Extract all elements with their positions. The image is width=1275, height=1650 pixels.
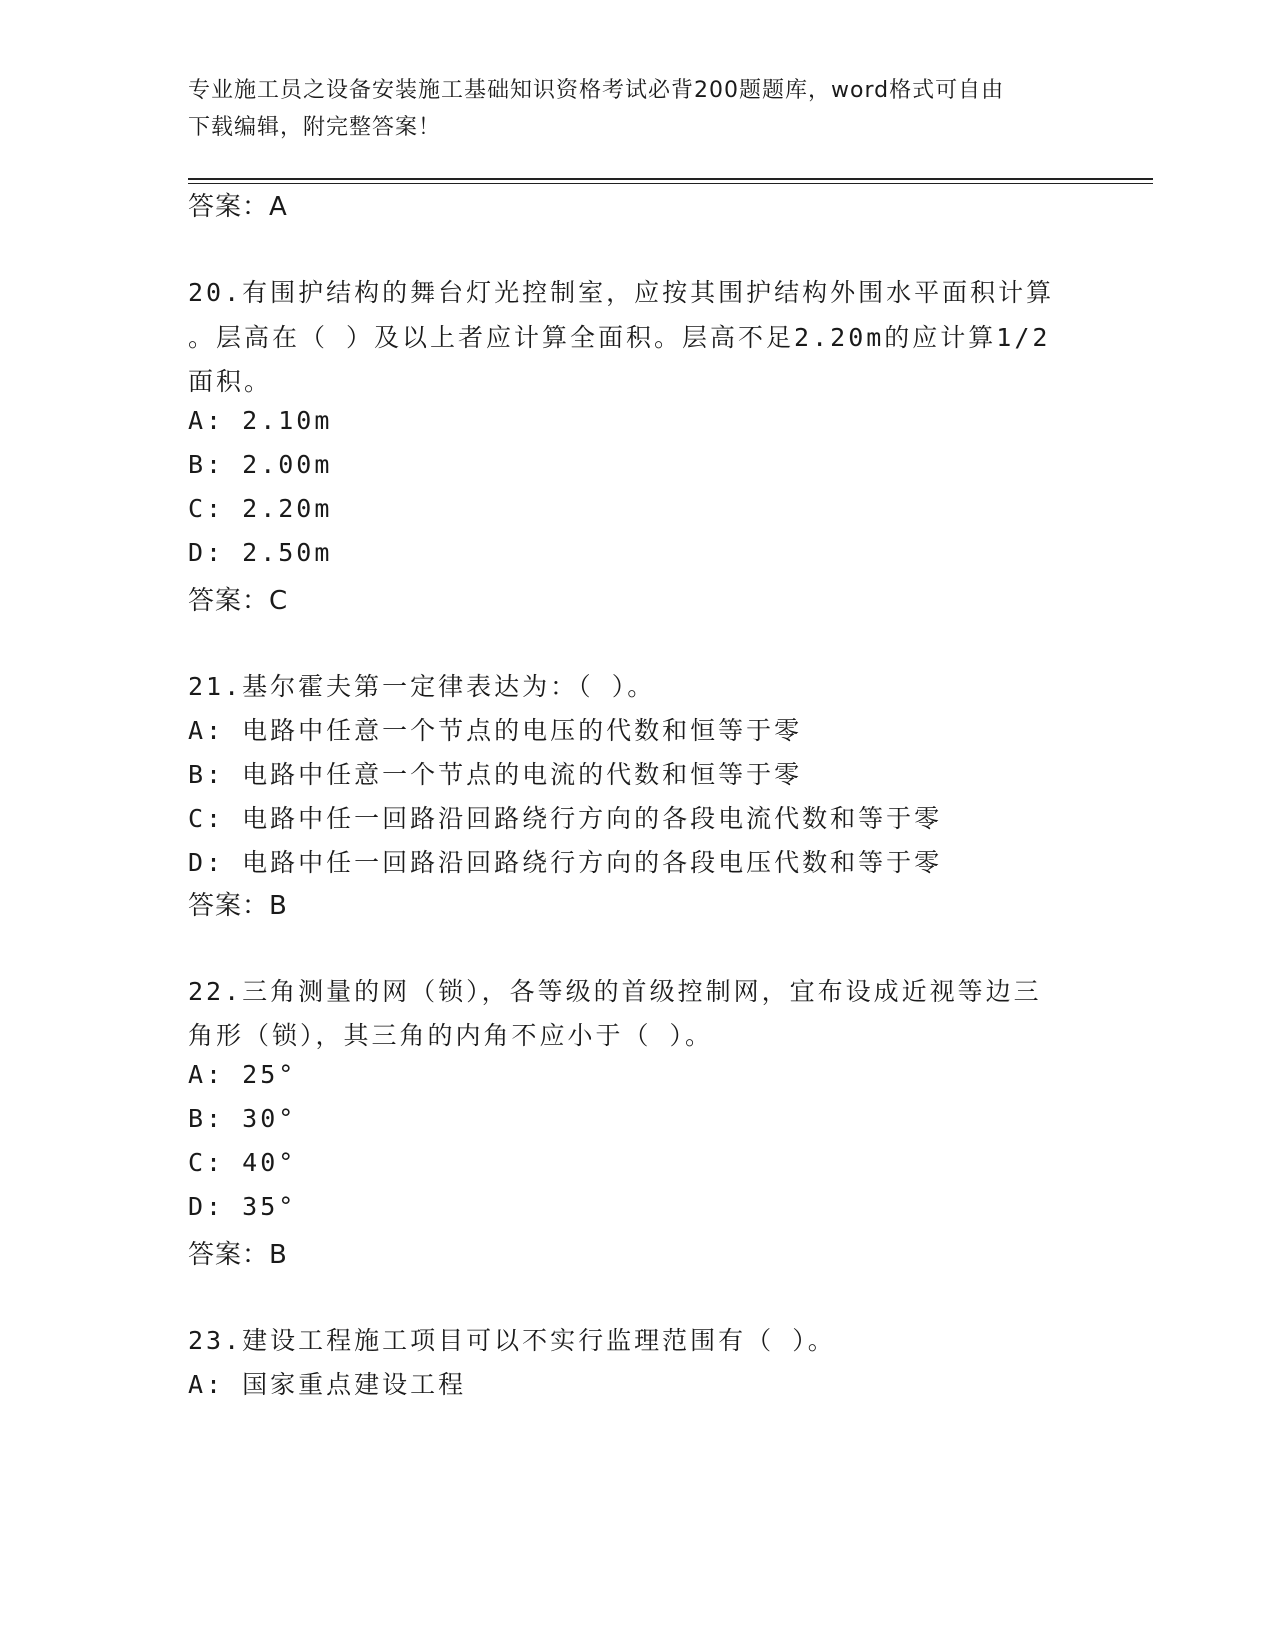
q22-option-a: A: 25° bbox=[188, 1060, 297, 1089]
header-divider-thin bbox=[188, 183, 1153, 184]
q22-answer: 答案：B bbox=[188, 1240, 288, 1270]
q20-stem-line-1: 20.有围护结构的舞台灯光控制室，应按其围护结构外围水平面积计算 bbox=[188, 278, 1055, 307]
document-header bbox=[188, 72, 1068, 146]
q20-option-a: A: 2.10m bbox=[188, 406, 333, 435]
q20-stem-line-2: 。层高在（ ）及以上者应计算全面积。层高不足2.20m的应计算1/2 bbox=[188, 323, 1051, 352]
q22-option-c: C: 40° bbox=[188, 1148, 297, 1177]
q21-option-c: C: 电路中任一回路沿回路绕行方向的各段电流代数和等于零 bbox=[188, 804, 943, 833]
header-line-1: 专业施工员之设备安装施工基础知识资格考试必背200题题库，word格式可自由 bbox=[188, 78, 1005, 103]
q23-stem-line-1: 23.建设工程施工项目可以不实行监理范围有（ ）。 bbox=[188, 1326, 836, 1355]
q21-option-a: A: 电路中任意一个节点的电压的代数和恒等于零 bbox=[188, 716, 803, 745]
q21-option-d: D: 电路中任一回路沿回路绕行方向的各段电压代数和等于零 bbox=[188, 848, 943, 877]
q21-stem-line-1: 21.基尔霍夫第一定律表达为：（ ）。 bbox=[188, 672, 656, 701]
q22-option-b: B: 30° bbox=[188, 1104, 297, 1133]
previous-answer: 答案：A bbox=[188, 192, 288, 222]
q20-option-b: B: 2.00m bbox=[188, 450, 333, 479]
q23-option-a: A: 国家重点建设工程 bbox=[188, 1370, 467, 1399]
q21-answer: 答案：B bbox=[188, 891, 288, 921]
header-divider-thick bbox=[188, 178, 1153, 180]
q22-option-d: D: 35° bbox=[188, 1192, 297, 1221]
q20-answer: 答案：C bbox=[188, 586, 289, 616]
q20-stem-line-3: 面积。 bbox=[188, 367, 273, 396]
header-line-2: 下载编辑，附完整答案！ bbox=[188, 115, 442, 140]
q21-option-b: B: 电路中任意一个节点的电流的代数和恒等于零 bbox=[188, 760, 803, 789]
q20-option-d: D: 2.50m bbox=[188, 538, 333, 567]
q22-stem-line-2: 角形（锁），其三角的内角不应小于（ ）。 bbox=[188, 1021, 714, 1050]
q20-option-c: C: 2.20m bbox=[188, 494, 333, 523]
q22-stem-line-1: 22.三角测量的网（锁），各等级的首级控制网，宜布设成近视等边三 bbox=[188, 977, 1042, 1006]
